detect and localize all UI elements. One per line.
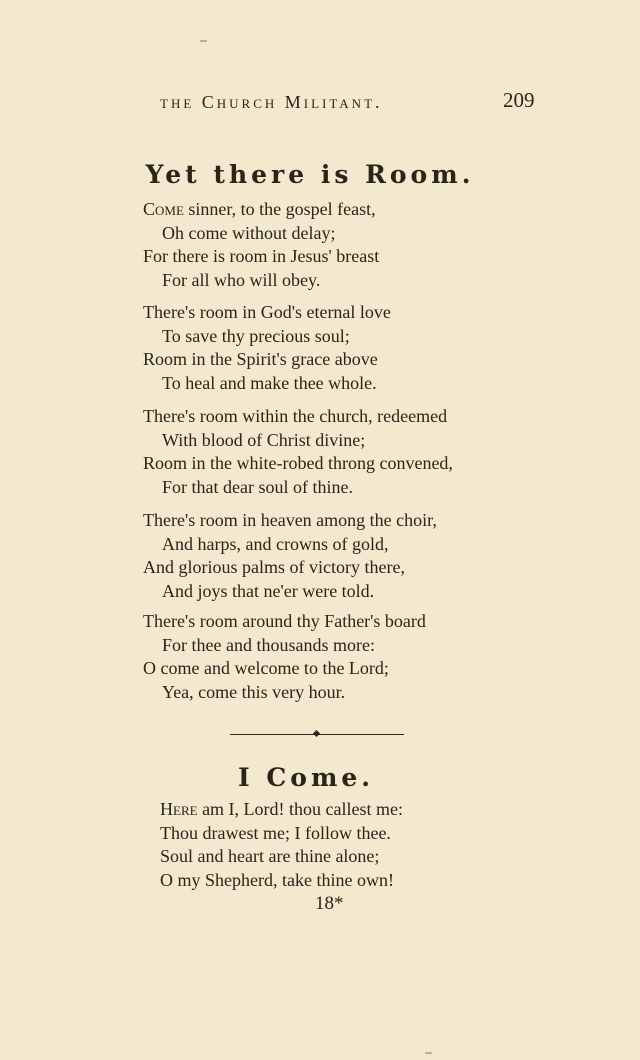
verse-line: Here am I, Lord! thou callest me: — [160, 799, 403, 819]
signature-mark: 18* — [315, 893, 344, 914]
verse-line: There's room within the church, redeemed — [143, 406, 448, 426]
verse-line: For there is room in Jesus' breast — [143, 246, 380, 266]
verse-line: For all who will obey. — [162, 269, 321, 290]
drop-word: Come — [143, 199, 184, 219]
verse-line: And glorious palms of victory there, — [143, 557, 405, 577]
ink-speck — [425, 1052, 432, 1054]
verse-line: Soul and heart are thine alone; — [160, 846, 380, 866]
verse-line: And joys that ne'er were told. — [162, 580, 375, 601]
running-head: the Church Militant. — [160, 92, 383, 112]
verse-line: There's room around thy Father's board — [143, 611, 426, 631]
verse-line: Come sinner, to the gospel feast, — [143, 199, 376, 219]
verse-line: There's room in heaven among the choir, — [143, 510, 437, 530]
page-number: 209 — [503, 88, 535, 112]
verse-line: For that dear soul of thine. — [162, 476, 353, 497]
verse-line: Room in the white-robed throng convened, — [143, 453, 453, 473]
verse-line: Room in the Spirit's grace above — [143, 349, 378, 369]
verse-line: Yea, come this very hour. — [162, 681, 346, 702]
divider-ornament — [313, 730, 320, 737]
verse-line: With blood of Christ divine; — [162, 429, 366, 450]
verse-line: For thee and thousands more: — [162, 634, 375, 655]
verse-line: O come and welcome to the Lord; — [143, 658, 389, 678]
stanza-1 — [143, 198, 379, 292]
stanza-5 — [143, 610, 426, 704]
verse-line: Oh come without delay; — [162, 222, 336, 243]
verse-line: Thou drawest me; I follow thee. — [160, 822, 391, 843]
ink-speck — [200, 40, 207, 42]
stanza-3 — [143, 405, 453, 499]
verse-line: There's room in God's eternal love — [143, 302, 391, 322]
stanza-2 — [143, 301, 391, 395]
verse-line: O my Shepherd, take thine own! — [160, 869, 394, 890]
verse-line: To heal and make thee whole. — [162, 372, 377, 393]
verse-line: And harps, and crowns of gold, — [162, 533, 389, 554]
hymn-title: I Come. — [237, 763, 375, 792]
stanza-4 — [143, 509, 437, 603]
stanza-i-come — [160, 798, 403, 892]
drop-word: Here — [160, 799, 198, 819]
verse-line: To save thy precious soul; — [162, 325, 350, 346]
hymn-title: Yet there is Room. — [145, 160, 475, 189]
